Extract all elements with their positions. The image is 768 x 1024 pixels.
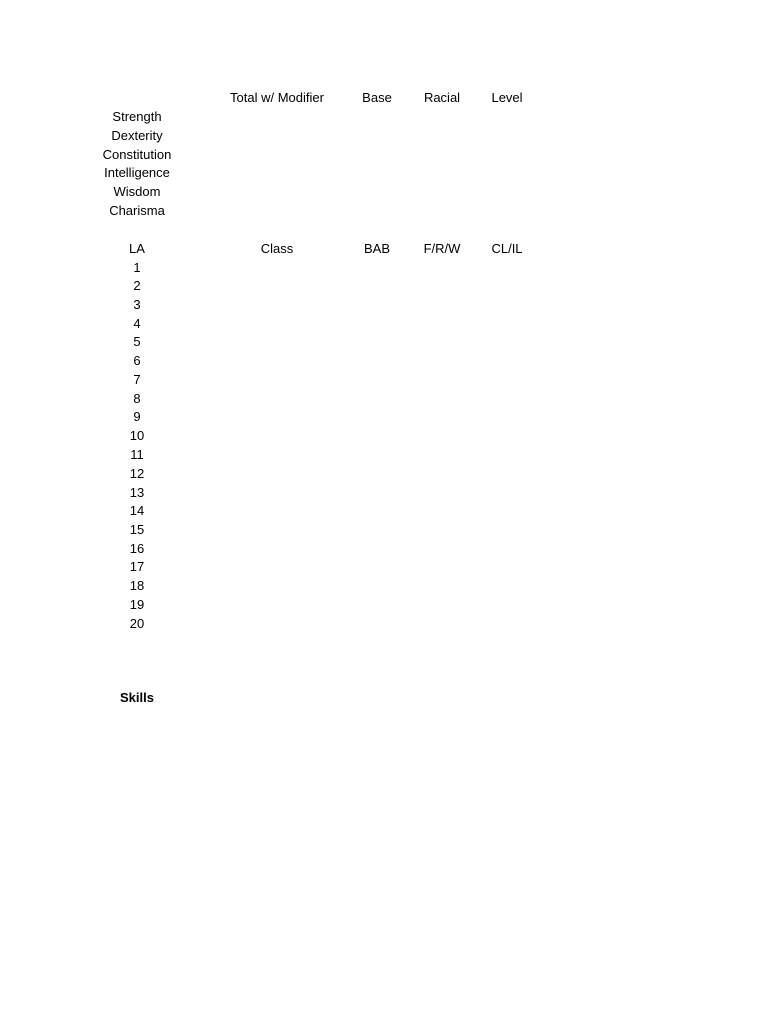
level-row: 12 — [129, 466, 145, 481]
level-row: 20 — [129, 616, 145, 631]
level-row: 16 — [129, 541, 145, 556]
level-row: 4 — [133, 316, 141, 331]
level-row: 13 — [129, 485, 145, 500]
level-row: 2 — [133, 278, 141, 293]
header-cl-il: CL/IL — [491, 241, 523, 256]
ability-constitution: Constitution — [102, 147, 172, 162]
level-row: 5 — [133, 334, 141, 349]
header-class: Class — [260, 241, 294, 256]
level-row: 14 — [129, 503, 145, 518]
level-row: 8 — [133, 391, 141, 406]
header-base: Base — [362, 90, 392, 105]
level-row: 17 — [129, 559, 145, 574]
ability-dexterity: Dexterity — [111, 128, 163, 143]
level-row: 10 — [129, 428, 145, 443]
skills-heading: Skills — [120, 690, 154, 705]
level-row: 3 — [133, 297, 141, 312]
level-row: 11 — [130, 447, 144, 462]
level-row: 15 — [129, 522, 145, 537]
header-bab: BAB — [363, 241, 391, 256]
header-total-with-modifier: Total w/ Modifier — [230, 90, 324, 105]
header-frw: F/R/W — [423, 241, 461, 256]
header-racial: Racial — [423, 90, 461, 105]
level-row: 1 — [133, 260, 141, 275]
header-la: LA — [129, 241, 145, 256]
ability-charisma: Charisma — [109, 203, 165, 218]
level-row: 6 — [133, 353, 141, 368]
ability-wisdom: Wisdom — [113, 184, 161, 199]
ability-strength: Strength — [112, 109, 162, 124]
ability-intelligence: Intelligence — [104, 165, 170, 180]
level-row: 9 — [133, 409, 141, 424]
level-row: 19 — [129, 597, 145, 612]
level-row: 18 — [129, 578, 145, 593]
level-row: 7 — [133, 372, 141, 387]
header-level: Level — [491, 90, 523, 105]
